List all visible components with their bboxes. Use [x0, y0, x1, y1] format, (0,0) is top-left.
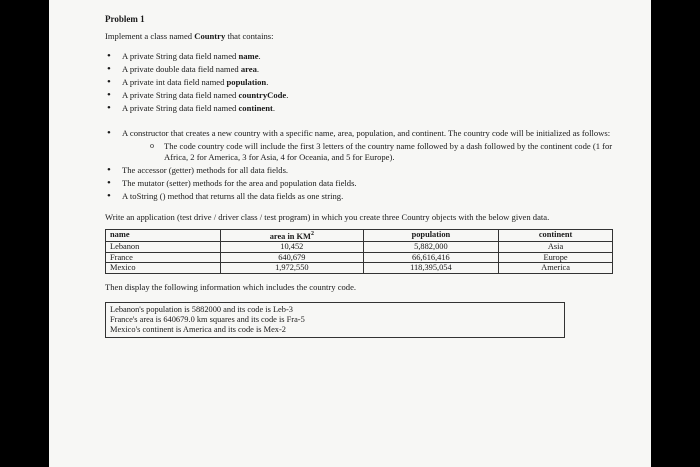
document-page [49, 0, 651, 467]
problem-content [105, 14, 613, 338]
constructor-item: • A constructor that creates a new country with a specific name, area, population, and continent. The country code will be initialized as follows: o The code country code will include the first 3 letters of the country name followed by a dash followed by the continent code (1 for Africa, 2 for America, 3 for Asia, 4 for Oceania, and 5 for Europe). [105, 128, 613, 163]
expected-output-box [105, 302, 565, 338]
cell-name: France [106, 252, 221, 263]
problem-intro [105, 31, 613, 42]
output-line: Lebanon's population is 5882000 and its code is Leb-3 [110, 304, 293, 314]
cell-continent: America [499, 263, 613, 274]
intro-class-name: Country [194, 31, 226, 41]
table-row [106, 263, 613, 274]
table-header-row [106, 230, 613, 242]
table-row [106, 252, 613, 263]
table-row [106, 242, 613, 253]
output-line: Mexico's continent is America and its code is Mex-2 [110, 324, 286, 334]
cell-area: 10,452 [221, 242, 364, 253]
application-paragraph: Write an application (test drive / driver class / test program) in which you create three Country objects with the below given data. [105, 212, 550, 222]
code-rule-item: o The code country code will include the first 3 letters of the country name followed by a dash followed by the continent code (1 for Africa, 2 for America, 3 for Asia, 4 for Oceania, and 5 for Europe). [150, 141, 613, 163]
tostring-item: • A toString () method that returns all the data fields as one string. [105, 191, 613, 202]
header-area: area in $KM^2$ [221, 230, 364, 242]
cell-name: Lebanon [106, 242, 221, 253]
field-item-continent: • A private String data field named continent. [105, 103, 613, 114]
problem-title: Problem 1 [105, 14, 145, 24]
accessor-item: • The accessor (getter) methods for all data fields. [105, 165, 613, 176]
cell-name: Mexico [106, 263, 221, 274]
field-item-country-code: • A private String data field named countryCode. [105, 90, 613, 101]
field-item-area: • A private double data field named area. [105, 64, 613, 75]
cell-population: 5,882,000 [363, 242, 498, 253]
header-population: population [363, 230, 498, 242]
then-paragraph: Then display the following information which includes the country code. [105, 281, 357, 292]
cell-continent: Asia [499, 242, 613, 253]
spacer [105, 116, 613, 128]
intro-text-end: that contains: [225, 31, 274, 41]
code-rule-list [150, 141, 613, 163]
country-data-table [105, 229, 613, 274]
cell-population: 118,395,054 [363, 263, 498, 274]
cell-area: 640,679 [221, 252, 364, 263]
field-item-name: • A private String data field named name. [105, 51, 613, 62]
intro-text: Implement a class named [105, 31, 195, 41]
fields-list [105, 51, 613, 114]
header-continent: continent [499, 230, 613, 242]
header-name: name [106, 230, 221, 242]
mutator-item: • The mutator (setter) methods for the area and population data fields. [105, 178, 613, 189]
cell-continent: Europe [499, 252, 613, 263]
output-line: France's area is 640679.0 km squares and its code is Fra-5 [110, 314, 305, 324]
cell-population: 66,616,416 [363, 252, 498, 263]
field-item-population: • A private int data field named population. [105, 77, 613, 88]
methods-list [105, 128, 613, 202]
cell-area: 1,972,550 [221, 263, 364, 274]
